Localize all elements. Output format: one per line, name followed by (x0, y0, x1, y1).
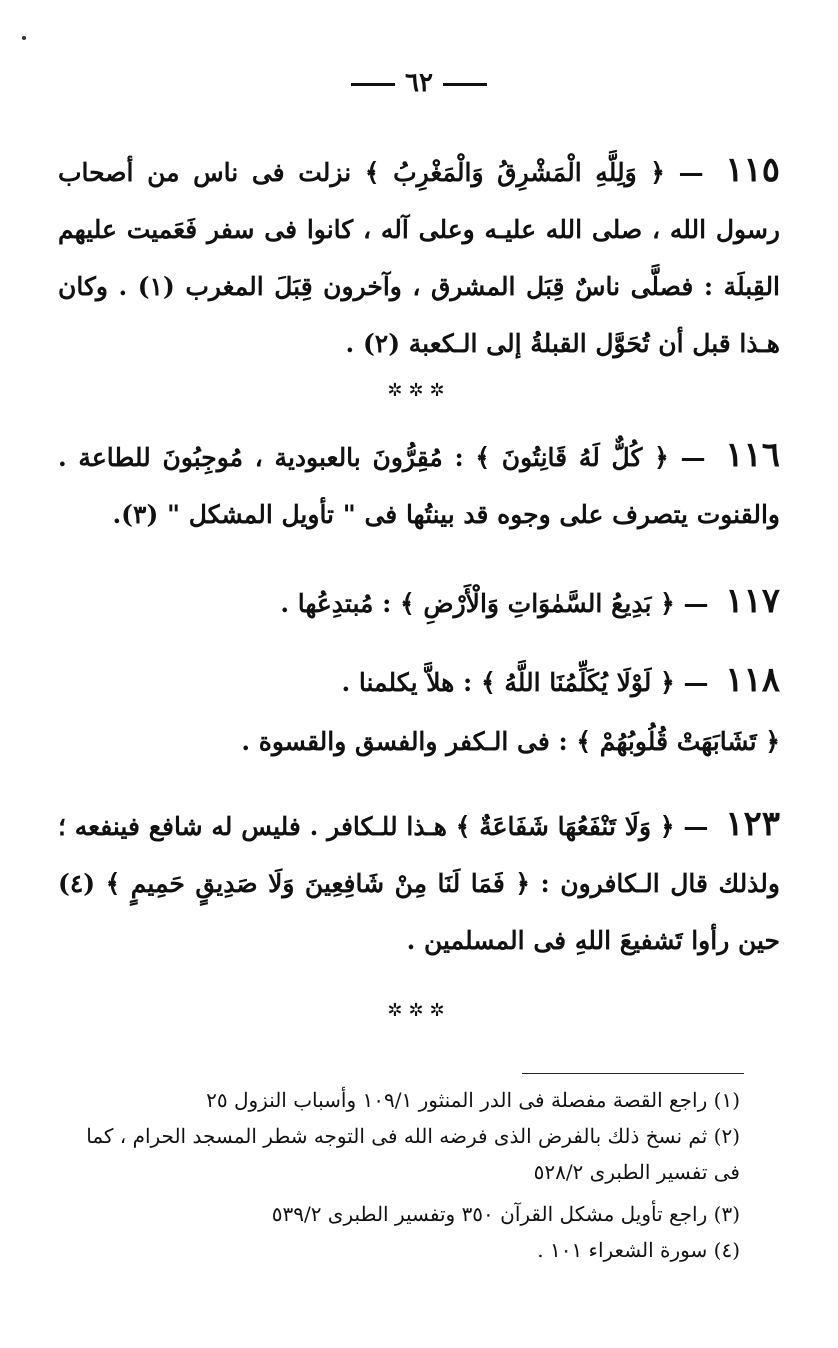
entry-number: ١٢٣ (725, 804, 780, 844)
entry-text: — ﴿ وَلِلَّهِ الْمَشْرِقُ وَالْمَغْرِبُ ﴾ نزلت فى ناس من أصحاب رسول الله ، صلى الله عليـه وعلى آله ، كانوا فى سفر فَعَميت عليهم القِبلَة : فصلَّى ناسٌ قِبَل المشرق ، وآخرون قِبَلَ المغرب (١) . وكان هـذا قبل أن تُحَوَّل القبلةُ إلى الـكعبة (٢) . (58, 158, 781, 358)
entry-115 (58, 142, 780, 372)
entry-number: ١١٥ (725, 150, 780, 190)
footnote-3: (٣) راجع تأويل مشكل القرآن ٣٥٠ وتفسير الطبرى ٥٣٩/٢ (271, 1202, 740, 1226)
entry-118 (58, 652, 780, 711)
scan-speck (22, 36, 26, 40)
page-number: ٦٢ (0, 68, 838, 98)
entry-text: — ﴿ بَدِيعُ السَّمٰوَاتِ وَالْأَرْضِ ﴾ : مُبتدِعُها . (280, 589, 709, 618)
entry-number: ١١٨ (725, 660, 780, 700)
entry-123 (58, 796, 780, 969)
entry-text: ﴿ تَشَابَهَتْ قُلُوبُهُمْ ﴾ : فى الـكفر والفسق والقسوة . (241, 727, 780, 756)
entry-116 (58, 427, 780, 543)
footnote-rule (522, 1073, 744, 1074)
section-separator: ✲✲✲ (387, 380, 451, 401)
entry-118-continued (58, 713, 780, 770)
entry-text: — ﴿ لَوْلَا يُكَلِّمُنَا اللَّهُ ﴾ : هلاَّ يكلمنا . (341, 668, 709, 697)
entry-text: — ﴿ كُلٌّ لَهُ قَانِتُونَ ﴾ : مُقِرُّونَ بالعبودية ، مُوجِبُونَ للطاعة . والقنوت يتصرف على وجوه قد بينتُها فى " تأويل المشكل " (٣). (58, 443, 780, 529)
footnote-4: (٤) سورة الشعراء ١٠١ . (537, 1238, 740, 1262)
entry-number: ١١٦ (725, 435, 780, 475)
footnote-2: (٢) ثم نسخ ذلك بالفرض الذى فرضه الله فى التوجه شطر المسجد الحرام ، كما فى تفسير الطبرى ٥٢٨/٢ (86, 1124, 740, 1184)
section-separator: ✲✲✲ (387, 1000, 451, 1021)
entry-117 (58, 573, 780, 632)
footnote-1: (١) راجع القصة مفصلة فى الدر المنثور ١٠٩/١ وأسباب النزول ٢٥ (206, 1088, 740, 1112)
entry-text: — ﴿ وَلَا تَنْفَعُهَا شَفَاعَةٌ ﴾ هـذا للـكافر . فليس له شافع فينفعه ؛ ولذلك قال الـكافرون : ﴿ فَمَا لَنَا مِنْ شَافِعِينَ وَلَا صَدِيقٍ حَمِيمٍ ﴾ (٤) حين رأوا تَشفيعَ اللهِ فى المسلمين . (58, 812, 780, 955)
entry-number: ١١٧ (725, 581, 780, 621)
